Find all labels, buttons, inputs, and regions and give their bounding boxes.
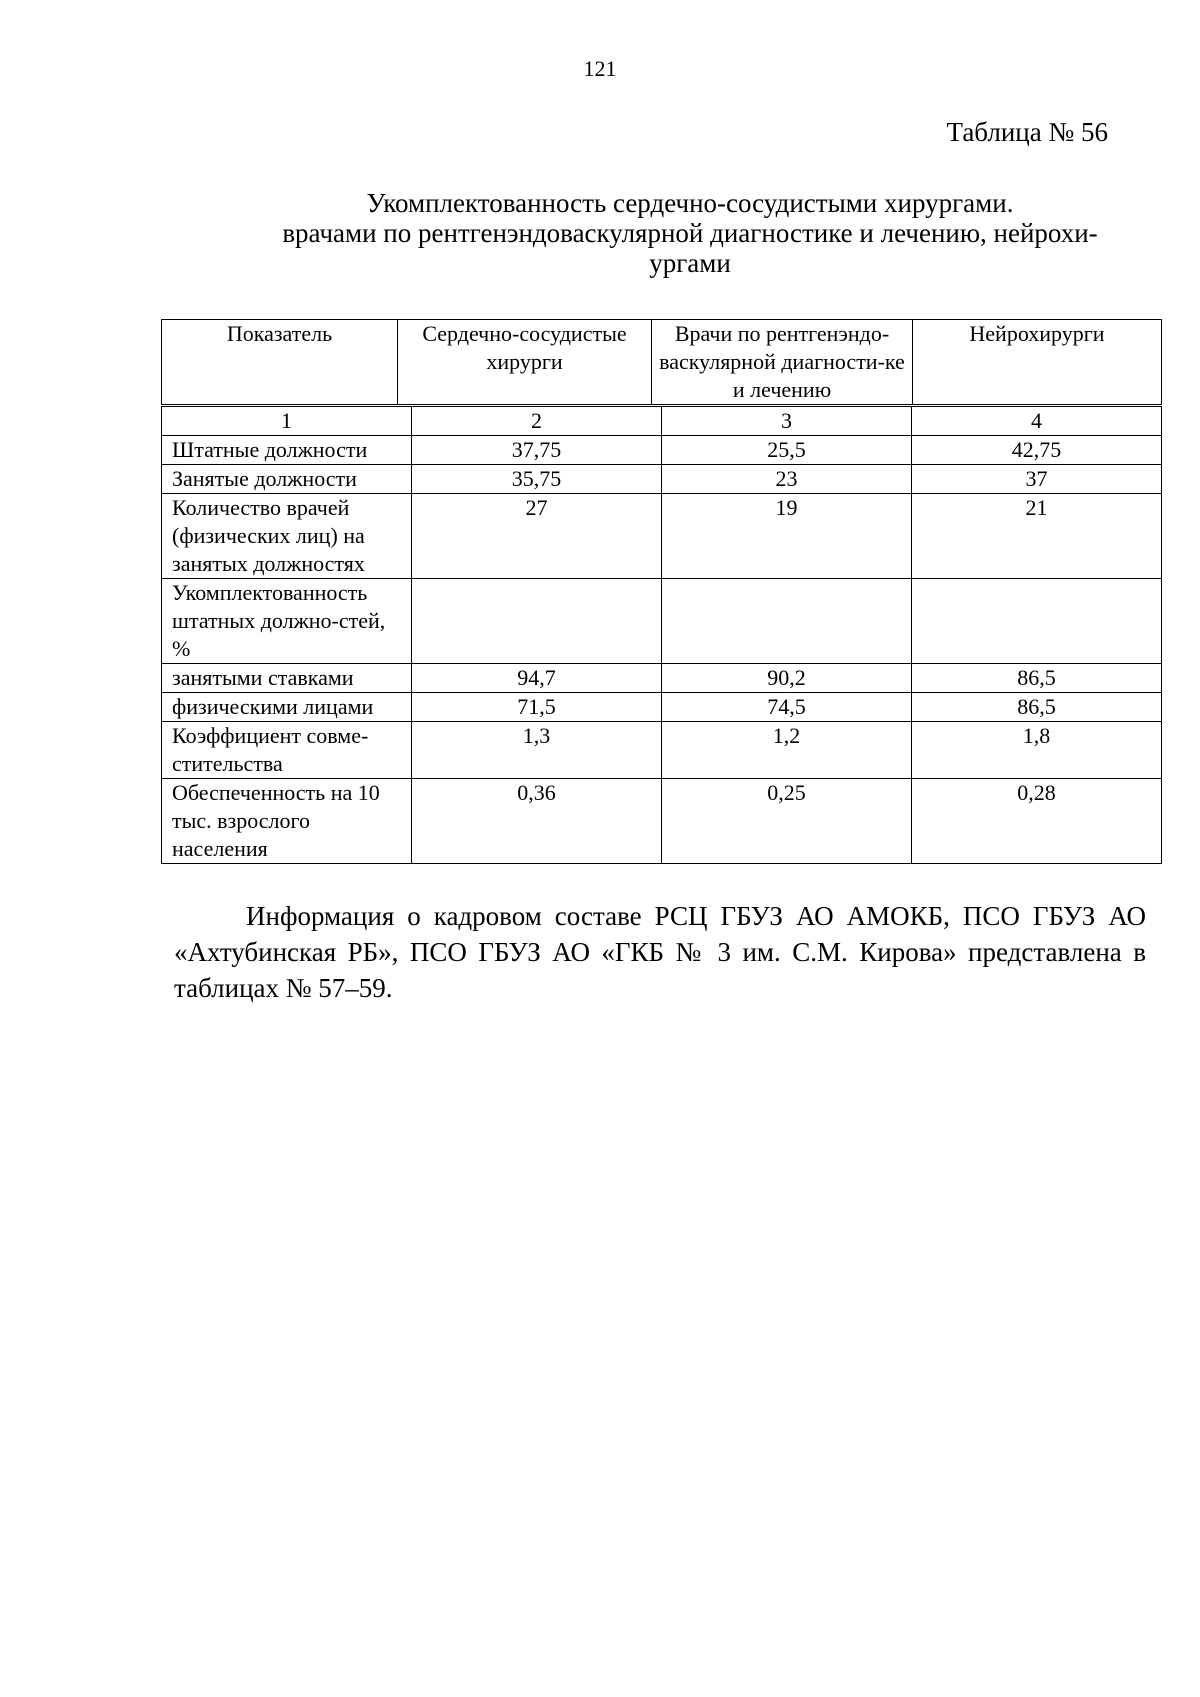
- header-cardiovascular-surgeons: Сердечно-сосудистые хирурги: [398, 320, 652, 405]
- value-cell: 23: [662, 465, 912, 494]
- value-cell: 0,28: [912, 779, 1162, 864]
- column-index-row: [162, 407, 1162, 436]
- row-label: занятыми ставками: [162, 664, 412, 693]
- row-label: Штатные должности: [162, 436, 412, 465]
- table-row: [162, 779, 1162, 864]
- value-cell: 27: [412, 494, 662, 579]
- value-cell: [662, 579, 912, 664]
- index-cell: 2: [412, 407, 662, 436]
- title-line-2: врачами по рентгенэндоваскулярной диагностике и лечению, нейрохи-: [282, 218, 1098, 248]
- index-cell: 4: [912, 407, 1162, 436]
- value-cell: 94,7: [412, 664, 662, 693]
- value-cell: 86,5: [912, 664, 1162, 693]
- value-cell: 86,5: [912, 693, 1162, 722]
- value-cell: 37: [912, 465, 1162, 494]
- index-cell: 3: [662, 407, 912, 436]
- table-label: Таблица № 56: [946, 117, 1108, 147]
- value-cell: 90,2: [662, 664, 912, 693]
- value-cell: [412, 579, 662, 664]
- table-row: [162, 465, 1162, 494]
- value-cell: 37,75: [412, 436, 662, 465]
- value-cell: 21: [912, 494, 1162, 579]
- value-cell: 71,5: [412, 693, 662, 722]
- table-row: [162, 579, 1162, 664]
- value-cell: [912, 579, 1162, 664]
- table-row: [162, 693, 1162, 722]
- title-line-3: ургами: [649, 248, 731, 278]
- table-title: [250, 188, 1130, 278]
- value-cell: 19: [662, 494, 912, 579]
- row-label: физическими лицами: [162, 693, 412, 722]
- row-label: Укомплектованность штатных должно-стей, %: [162, 579, 412, 664]
- row-label: Количество врачей (физических лиц) на занятых должностях: [162, 494, 412, 579]
- page-number: 121: [583, 56, 617, 81]
- row-label: Занятые должности: [162, 465, 412, 494]
- value-cell: 1,8: [912, 722, 1162, 779]
- table-header: [161, 319, 1162, 405]
- value-cell: 25,5: [662, 436, 912, 465]
- row-label: Обеспеченность на 10 тыс. взрослого населения: [162, 779, 412, 864]
- value-cell: 1,2: [662, 722, 912, 779]
- value-cell: 74,5: [662, 693, 912, 722]
- data-table: [161, 406, 1162, 864]
- header-indicator: Показатель: [162, 320, 398, 405]
- title-line-1: Укомплектованность сердечно-сосудистыми хирургами.: [366, 188, 1014, 218]
- header-neurosurgeons: Нейрохирурги: [913, 320, 1162, 405]
- header-row: [162, 320, 1162, 405]
- value-cell: 35,75: [412, 465, 662, 494]
- row-label: Коэффициент совме-стительства: [162, 722, 412, 779]
- value-cell: 1,3: [412, 722, 662, 779]
- index-cell: 1: [162, 407, 412, 436]
- table-row: [162, 436, 1162, 465]
- table-row: [162, 722, 1162, 779]
- body-paragraph: Информация о кадровом составе РСЦ ГБУЗ АО АМОКБ, ПСО ГБУЗ АО «Ахтубинская РБ», ПСО ГБУЗ АО «ГКБ № 3 им. С.М. Кирова» представлена в таблицах № 57–59.: [174, 901, 1146, 1003]
- value-cell: 0,25: [662, 779, 912, 864]
- header-endovascular-doctors: Врачи по рентгенэндо-васкулярной диагности-ке и лечению: [652, 320, 913, 405]
- value-cell: 42,75: [912, 436, 1162, 465]
- table-row: [162, 664, 1162, 693]
- table-row: [162, 494, 1162, 579]
- value-cell: 0,36: [412, 779, 662, 864]
